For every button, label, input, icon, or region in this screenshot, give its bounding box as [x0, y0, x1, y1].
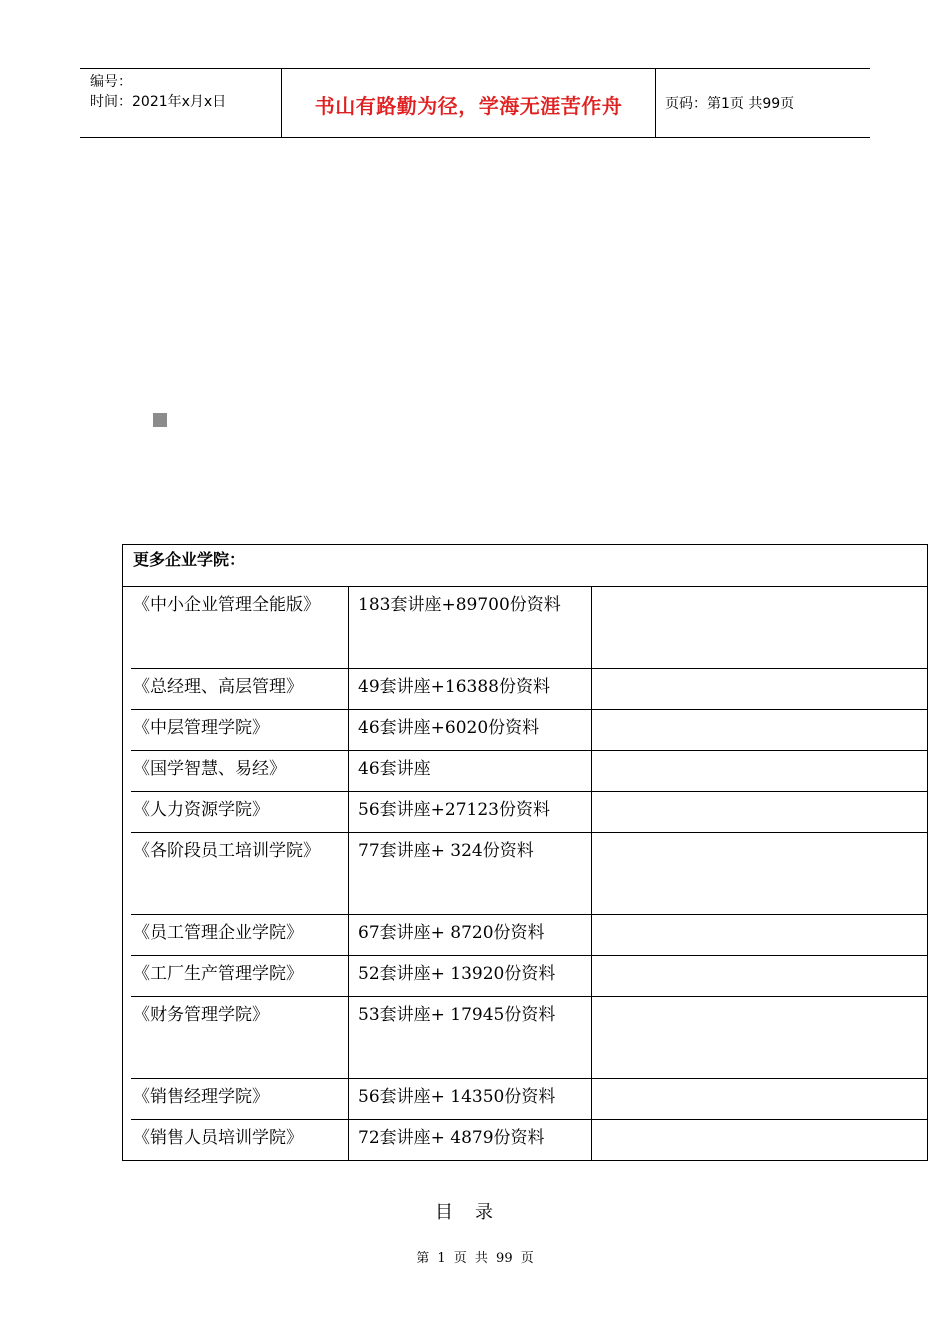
academy-name: 《中小企业管理全能版》 [133, 595, 320, 615]
academy-name: 《人力资源学院》 [133, 800, 269, 820]
academy-name: 《员工管理企业学院》 [133, 923, 303, 943]
academy-table [122, 544, 928, 1161]
academy-name: 《中层管理学院》 [133, 718, 269, 738]
academy-name: 《工厂生产管理学院》 [133, 964, 303, 984]
academy-desc: 56套讲座+27123份资料 [358, 800, 550, 820]
table-row [131, 792, 927, 833]
academy-desc: 46套讲座+6020份资料 [358, 718, 540, 738]
academy-desc: 183套讲座+89700份资料 [358, 595, 561, 615]
table-title: 更多企业学院： [123, 545, 927, 587]
header-divider [655, 69, 656, 137]
academy-desc: 53套讲座+ 17945份资料 [358, 1005, 556, 1025]
header-meta [90, 72, 226, 112]
academy-desc: 67套讲座+ 8720份资料 [358, 923, 545, 943]
academy-name: 《总经理、高层管理》 [133, 677, 303, 697]
page-footer: 第 1 页 共 99 页 [416, 1251, 534, 1266]
academy-name: 《财务管理学院》 [133, 1005, 269, 1025]
square-bullet-icon [153, 413, 167, 427]
academy-name: 《国学智慧、易经》 [133, 759, 286, 779]
time-label: 时间：2021年x月x日 [90, 94, 227, 110]
table-row [131, 997, 927, 1079]
table-row [131, 1120, 927, 1160]
table-row [131, 710, 927, 751]
table-row [131, 587, 927, 669]
academy-desc: 77套讲座+ 324份资料 [358, 841, 534, 861]
academy-name: 《销售经理学院》 [133, 1087, 269, 1107]
academy-desc: 49套讲座+16388份资料 [358, 677, 550, 697]
header-motto: 书山有路勤为径，学海无涯苦作舟 [314, 94, 623, 118]
academy-desc: 72套讲座+ 4879份资料 [358, 1128, 545, 1148]
table-row [131, 833, 927, 915]
toc-heading: 目录 [435, 1202, 515, 1223]
academy-name: 《各阶段员工培训学院》 [133, 841, 320, 861]
table-row [131, 1079, 927, 1120]
page-header [80, 68, 870, 138]
table-row [131, 915, 927, 956]
academy-desc: 56套讲座+ 14350份资料 [358, 1087, 556, 1107]
academy-name: 《销售人员培训学院》 [133, 1128, 303, 1148]
header-page-info: 页码：第1页 共99页 [665, 96, 795, 112]
table-row [131, 669, 927, 710]
number-label: 编号： [90, 74, 132, 90]
table-row [131, 956, 927, 997]
academy-desc: 52套讲座+ 13920份资料 [358, 964, 556, 984]
academy-desc: 46套讲座 [358, 759, 431, 779]
table-row [131, 751, 927, 792]
